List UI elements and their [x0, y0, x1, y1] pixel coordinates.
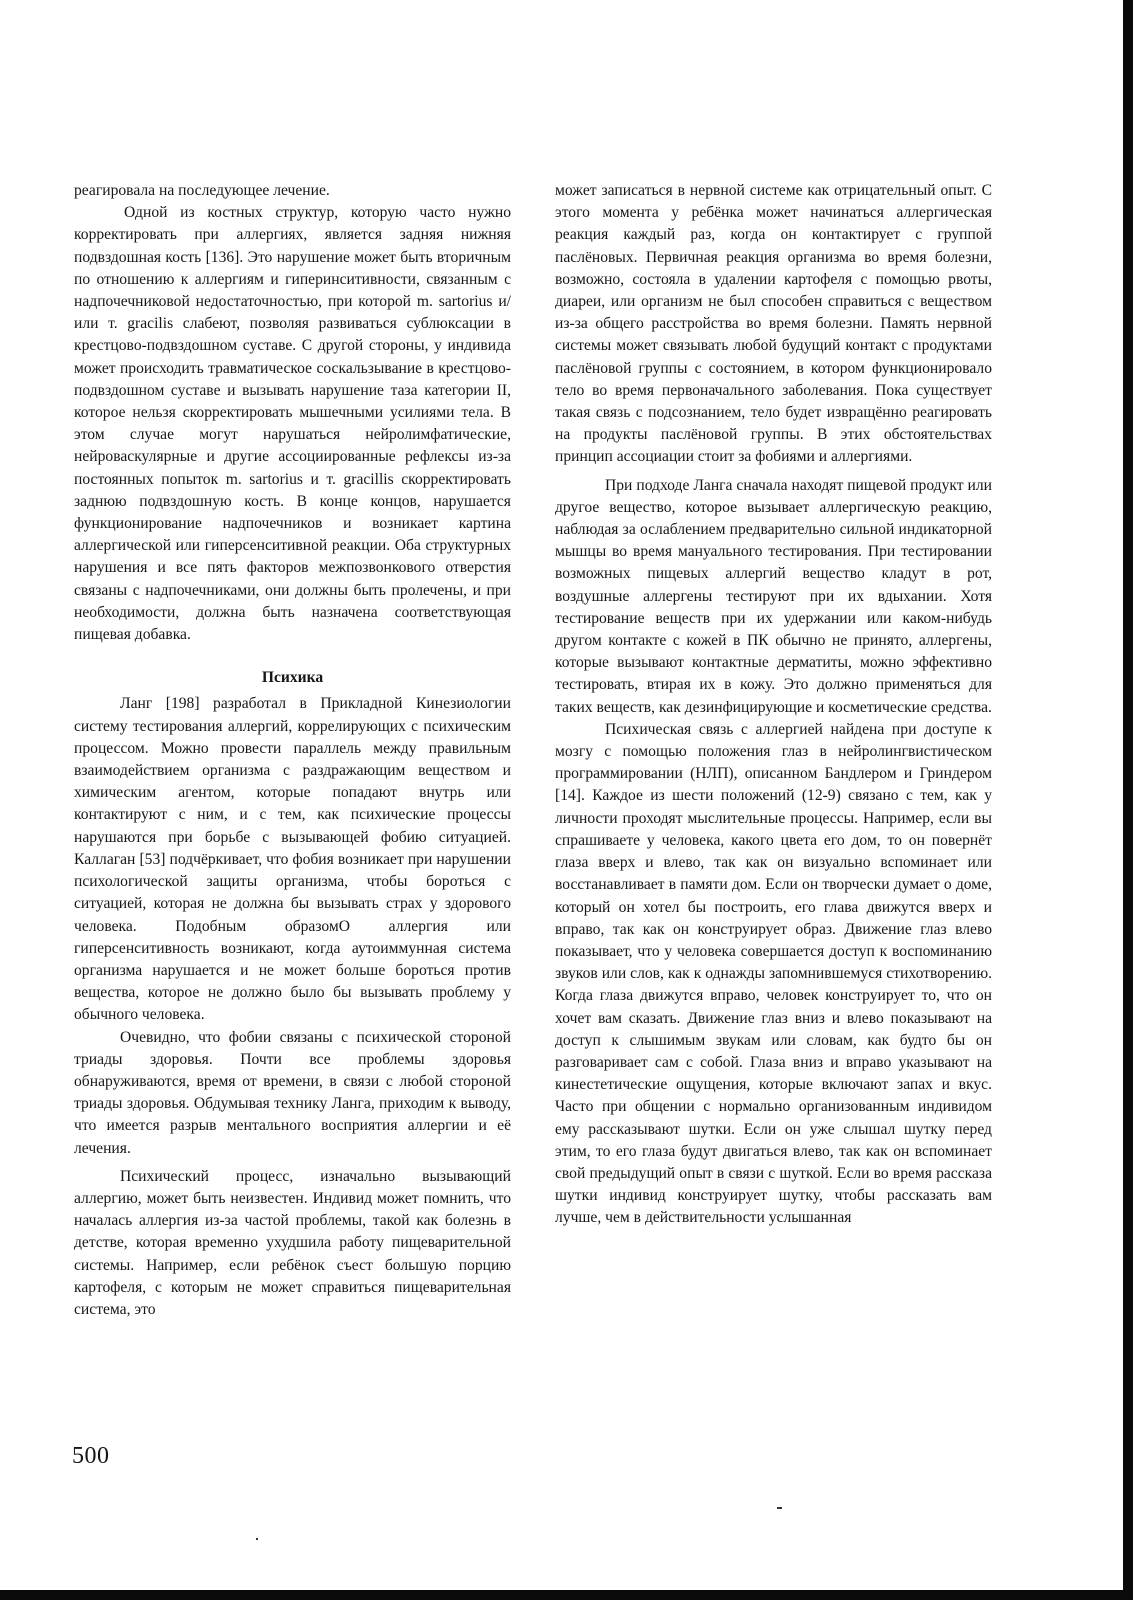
scan-border-right — [1123, 0, 1133, 1600]
scan-artifact — [256, 1538, 258, 1540]
paragraph: реагировала на последующее лечение. — [74, 182, 330, 199]
scan-artifact — [777, 1507, 782, 1509]
page-number: 500 — [72, 1443, 110, 1469]
section-heading: Психика — [261, 669, 324, 687]
paragraph: может записаться в нервной системе как отрицательный опыт. С этого момента у ребёнка может начинаться аллергическая реакция каждый раз, когда он контактирует с группой паслёновых. Первичная реакция организма во время болезни, возможно, состояла в удалении картофеля с помощью рвоты, диареи, или организм не был способен справиться с веществом из-за общего расстройства во время болезни. Память нервной системы может связывать любой будущий контакт с продуктами паслёновой группы с состоянием, в котором функционировало тело во время первоначального заболевания. Пока существует такая связь с подсознанием, тело будет извращённо реагировать на продукты паслёновой группы. В этих обстоятельствах принцип ассоциации стоит за фобиями и аллергиями. — [555, 182, 992, 466]
right-column — [555, 180, 992, 1230]
paragraph: Одной из костных структур, которую часто нужно корректировать при аллергиях, является задняя нижняя подвздошная кость [136]. Это нарушение может быть вторичным по отношению к аллергиям и гиперинситивности, связанным с надпочечниковой недостаточностью, при которой m. sartorius и/или т. gracilis слабеют, позволяя развиваться сублюксации в крестцово-подвздошном суставе. С другой стороны, у индивида может происходить травматическое соскальзывание в крестцово-подвздошном суставе и вызывать нарушение таза категории II, которое нельзя скорректировать мышечными усилиями тела. В этом случае могут нарушаться нейролимфатические, нейроваскулярные и другие ассоциированные рефлексы из-за постоянных попыток m. sartorius и т. gracillis скорректировать заднюю подвздошную кость. В конце концов, нарушается функционирование надпочечников и возникает картина аллергической или гиперсенситивной реакции. Оба структурных нарушения и все пять факторов межпозвонкового отверстия связаны с надпочечниками, они должны быть пролечены, и при необходимости, должна быть назначена соответствующая пищевая добавка. — [74, 204, 511, 644]
paragraph: Ланг [198] разработал в Прикладной Кинезиологии систему тестирования аллергий, коррелирующих с психическим процессом. Можно провести параллель между правильным взаимодействием организма с раздражающим веществом и химическим агентом, которые попадают внутрь или контактируют с ним, и с тем, как психические процессы нарушаются при борьбе с вызывающей фобию ситуацией. Каллаган [53] подчёркивает, что фобия возникает при нарушении психологической защиты организма, чтобы бороться с ситуацией, которая не должна бы вызывать страх у здорового человека. Подобным образомО аллергия или гиперсенситивность возникают, когда аутоиммунная система организма нарушается и не может больше бороться против вещества, которое не должно было бы вызывать проблему у обычного человека. — [74, 695, 511, 1024]
scan-border-bottom — [0, 1590, 1133, 1600]
paragraph: Психический процесс, изначально вызывающий аллергию, может быть неизвестен. Индивид может помнить, что началась аллергия из-за частой проблемы, такой как болезнь в детстве, которая временно ухудшила работу пищеварительной системы. Например, если ребёнок съест большую порцию картофеля, с которым не может справиться пищеварительная система, это — [74, 1167, 511, 1318]
paragraph: Очевидно, что фобии связаны с психической стороной триады здоровья. Почти все проблемы здоровья обнаруживаются, время от времени, в связи с любой стороной триады здоровья. Обдумывая технику Ланга, приходим к выводу, что имеется разрыв ментального восприятия аллергии и её лечения. — [74, 1028, 511, 1157]
paragraph: Психическая связь с аллергией найдена при доступе к мозгу с помощью положения глаз в нейролингвистическом программировании (НЛП), описанном Бандлером и Гриндером [14]. Каждое из шести положений (12-9) связано с тем, как у личности проходят мыслительные процессы. Например, если вы спрашиваете у человека, какого цвета его дом, то он повернёт глаза вверх и влево, так как он визуально вспоминает или восстанавливает в памяти дом. Если он творчески думает о доме, который он хотел бы построить, его глава движутся вверх и вправо, так как он конструирует образ. Движение глаз влево показывает, что у человека совершается доступ к воспоминанию звуков или слов, как к однажды запомнившемуся стихотворению. Когда глаза движутся вправо, человек конструирует то, что он хочет вам сказать. Движение глаз вниз и влево показывают на доступ к слышимым звукам или словам, как будто бы он разговаривает сам с собой. Глаза вниз и вправо указывают на кинестетические ощущения, которые включают запах и вкус. Часто при общении с нормально организованным индивидом ему рассказывают шутки. Если он уже слышал шутку перед этим, то его глаза будут двигаться влево, так как он вспоминает свой предыдущий опыт в связи с шуткой. Если во время рассказа шутки индивид конструирует шутку, чтобы рассказать вам лучше, чем в действительности услышанная — [555, 720, 992, 1227]
left-column — [74, 180, 511, 1321]
paragraph: При подходе Ланга сначала находят пищевой продукт или другое вещество, которое вызывает аллергическую реакцию, наблюдая за ослаблением предварительно сильной индикаторной мышцы во время мануального тестирования. При тестировании возможных пищевых аллергий вещество кладут в рот, воздушные аллергены тестируют при их вдыхании. Хотя тестирование веществ при их удержании или каком-нибудь другом контакте с кожей в ПК обычно не принято, аллергены, которые вызывают контактные дерматиты, можно эффективно тестировать, втирая их в кожу. Это должно применяться для таких веществ, как дезинфицирующие и косметические средства. — [555, 476, 992, 716]
